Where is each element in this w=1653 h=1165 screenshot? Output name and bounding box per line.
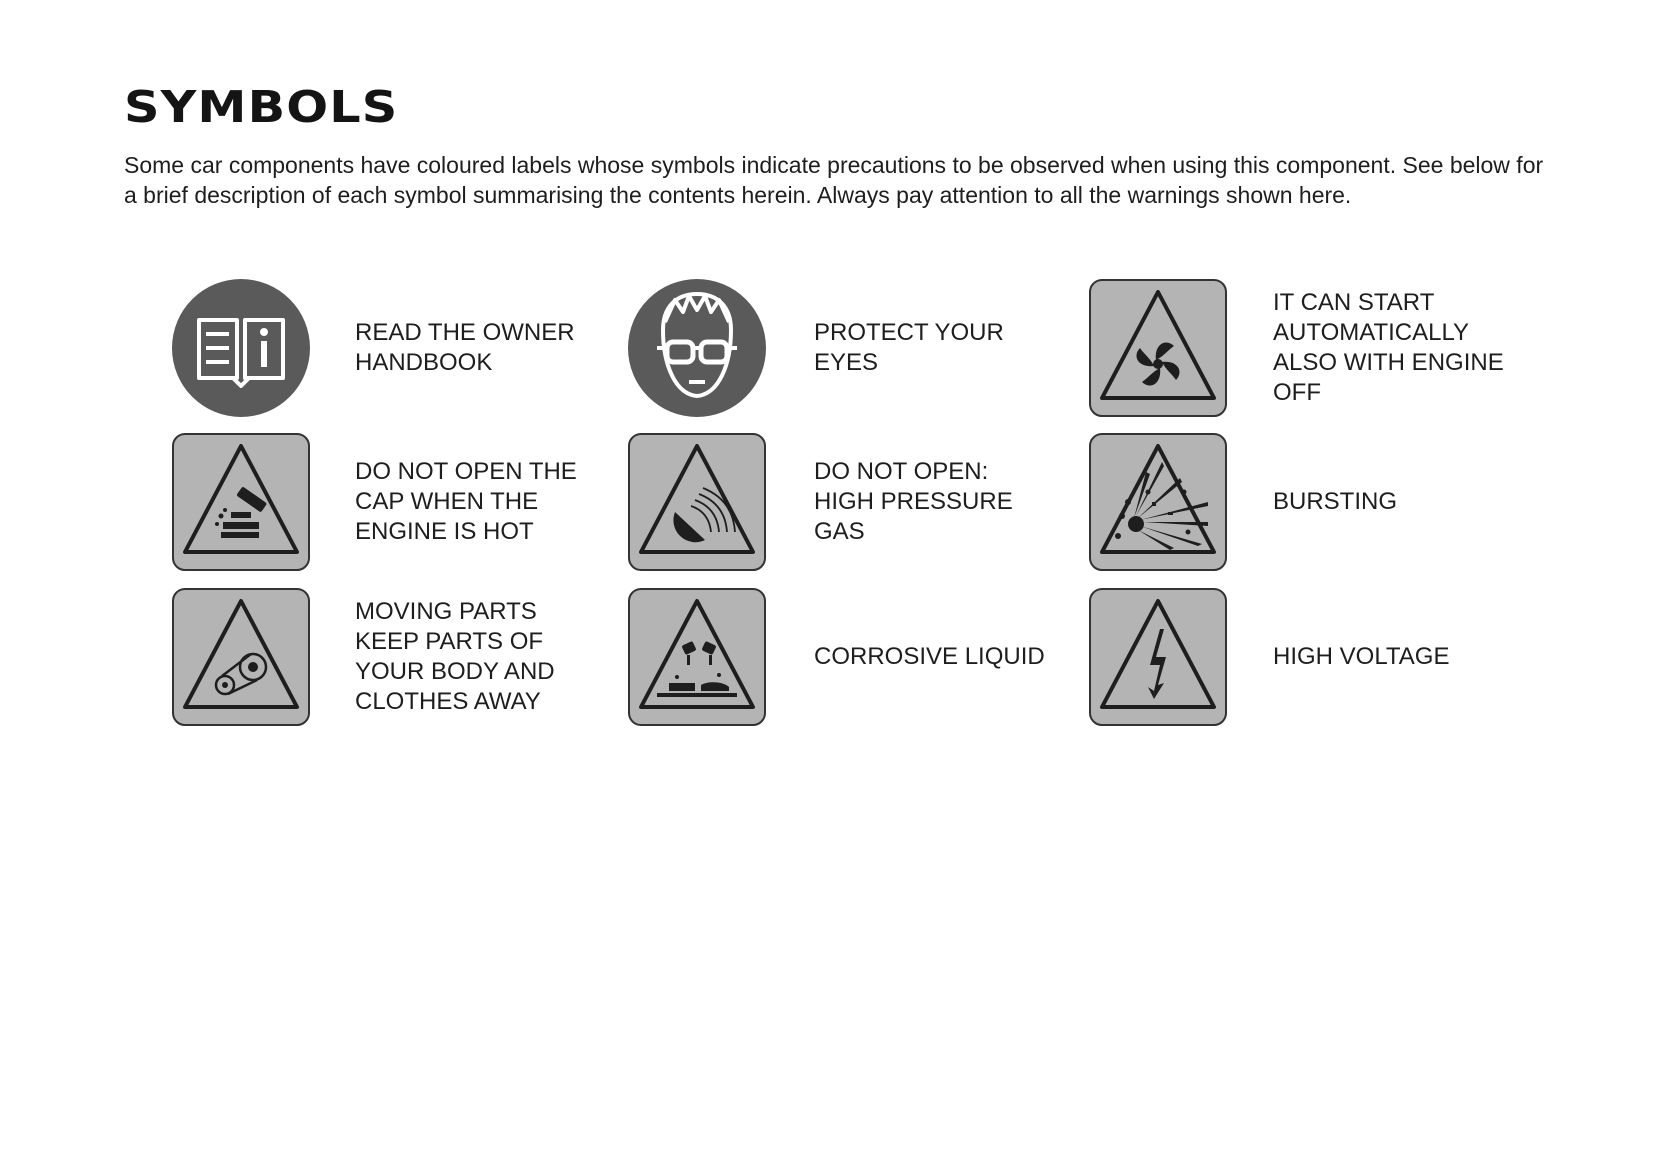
bursting-warning-icon (1088, 432, 1228, 572)
corrosive-liquid-warning-icon (627, 587, 767, 727)
protect-eyes-icon (627, 278, 767, 418)
symbol-label: READ THE OWNER HANDBOOK (355, 319, 575, 376)
symbol-label: DO NOT OPEN THE CAP WHEN THE ENGINE IS HOT (355, 458, 577, 545)
symbol-label: DO NOT OPEN: HIGH PRESSURE GAS (814, 458, 1013, 545)
symbol-label: IT CAN START AUTOMATICALLY ALSO WITH ENGINE OFF (1273, 289, 1504, 406)
symbol-label: CORROSIVE LIQUID (814, 643, 1045, 670)
hot-cap-warning-icon (171, 432, 311, 572)
moving-parts-warning-icon (171, 587, 311, 727)
symbol-label: HIGH VOLTAGE (1273, 643, 1450, 670)
symbol-label: BURSTING (1273, 488, 1398, 515)
high-pressure-gas-warning-icon (627, 432, 767, 572)
page-title: SYMBOLS (124, 82, 399, 133)
high-voltage-warning-icon (1088, 587, 1228, 727)
owner-handbook-icon (171, 278, 311, 418)
cooling-fan-warning-icon (1088, 278, 1228, 418)
symbol-label: PROTECT YOUR EYES (814, 319, 1004, 376)
intro-paragraph: Some car components have coloured labels whose symbols indicate precautions to be observed when using this component. See below for a brief description of each symbol summarising the contents herein. Always pay attention to all the warnings shown here. (124, 152, 1544, 208)
symbol-label: MOVING PARTS KEEP PARTS OF YOUR BODY AND CLOTHES AWAY (355, 598, 555, 715)
